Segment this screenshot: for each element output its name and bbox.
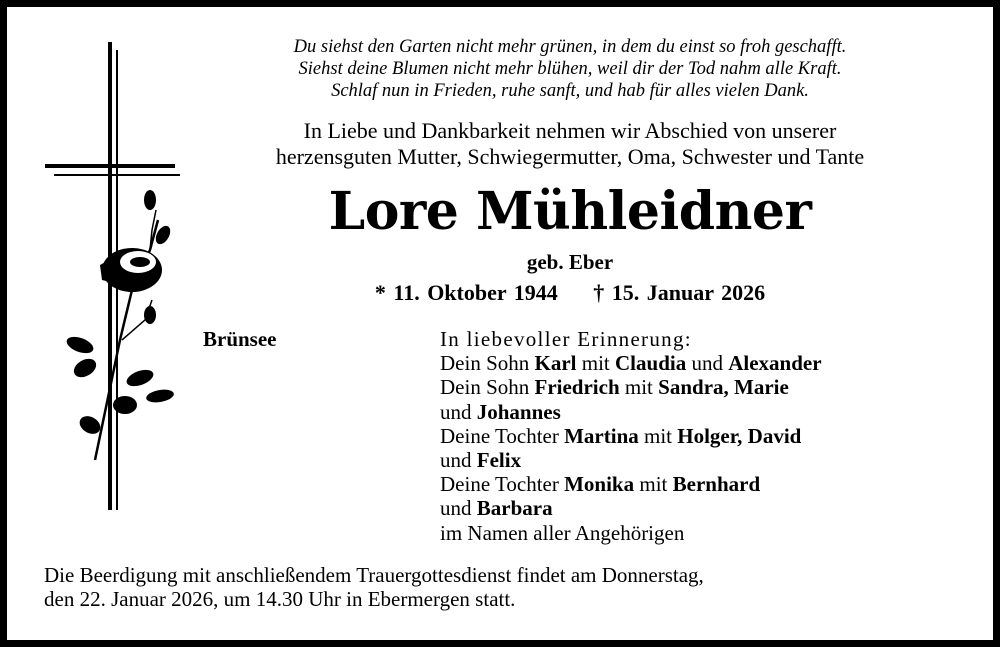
intro-text — [200, 118, 940, 170]
family-line — [440, 400, 822, 424]
family-text: Deine Tochter — [440, 472, 565, 497]
family-line — [440, 375, 822, 399]
family-line — [440, 448, 822, 472]
family-text: In liebevoller Erinnerung: — [440, 327, 692, 351]
family-text: und — [686, 351, 729, 376]
family-member-name: Johannes — [476, 399, 561, 424]
family-line — [440, 327, 822, 351]
maiden-name: geb. Eber — [526, 250, 614, 274]
family-line — [440, 472, 822, 496]
family-text: und — [440, 496, 477, 521]
family-line — [440, 496, 822, 520]
family-member-name: Claudia — [615, 351, 687, 376]
cross-with-rose-icon — [40, 40, 180, 510]
family-member-name: Friedrich — [534, 375, 620, 400]
poem-line: Schlaf nun in Frieden, ruhe sanft, und hab für alles vielen Dank. — [331, 81, 809, 101]
family-line — [440, 351, 822, 375]
family-text: mit — [576, 351, 616, 376]
death-date: † 15. Januar 2026 — [593, 280, 766, 305]
poem — [200, 36, 940, 102]
family-line — [440, 424, 822, 448]
birth-date: * 11. Oktober 1944 — [374, 280, 558, 305]
deceased-name: Lore Mühleidner — [328, 181, 812, 242]
funeral-info — [44, 563, 704, 611]
life-dates — [200, 280, 940, 306]
funeral-line: den 22. Januar 2026, um 14.30 Uhr in Ebermergen statt. — [44, 587, 516, 611]
family-text: Dein Sohn — [440, 375, 535, 400]
place-name: Brünsee — [203, 327, 277, 351]
family-member-name: Martina — [564, 423, 639, 448]
poem-line: Du siehst den Garten nicht mehr grünen, in dem du einst so froh geschafft. — [293, 37, 847, 57]
family-text: im Namen aller Angehörigen — [440, 520, 685, 545]
family-member-name: Sandra, Marie — [658, 375, 789, 400]
family-member-name: Monika — [564, 472, 635, 497]
family-text: mit — [619, 375, 659, 400]
intro-line: herzensguten Mutter, Schwiegermutter, Oma, Schwester und Tante — [275, 144, 865, 169]
family-member-name: Barbara — [476, 496, 553, 521]
family-member-name: Felix — [476, 448, 522, 473]
family-member-name: Bernhard — [672, 472, 761, 497]
family-text: und — [440, 448, 477, 473]
family-text: mit — [638, 423, 678, 448]
family-text: Dein Sohn — [440, 351, 535, 376]
funeral-line: Die Beerdigung mit anschließendem Trauergottesdienst findet am Donnerstag, — [44, 563, 704, 587]
family-list — [440, 327, 822, 545]
intro-line: In Liebe und Dankbarkeit nehmen wir Abschied von unserer — [303, 118, 837, 143]
family-member-name: Holger, David — [677, 423, 802, 448]
family-text: und — [440, 399, 477, 424]
family-member-name: Karl — [534, 351, 577, 376]
family-member-name: Alexander — [728, 351, 822, 376]
family-text: mit — [634, 472, 673, 497]
poem-line: Siehst deine Blumen nicht mehr blühen, weil dir der Tod nahm alle Kraft. — [298, 59, 842, 79]
family-line — [440, 521, 822, 545]
family-text: Deine Tochter — [440, 423, 565, 448]
